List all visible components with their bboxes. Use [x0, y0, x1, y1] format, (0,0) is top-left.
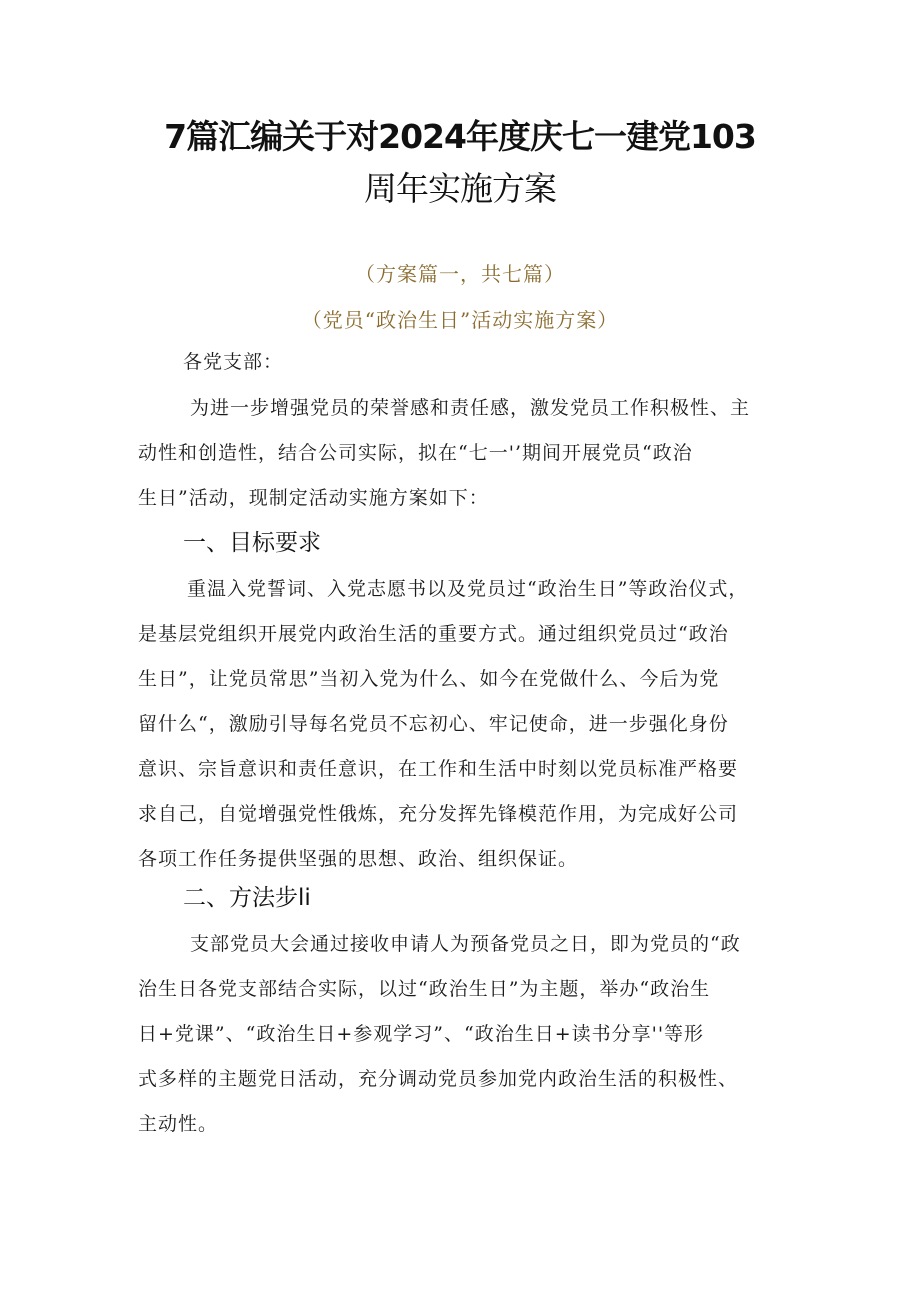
section-heading-goals: 一、目标要求 — [183, 530, 321, 556]
intro-line: 生日”活动，现制定活动实施方案如下： — [138, 487, 489, 509]
paragraph-line: 日+党课”、“政治生日+参观学习”、“政治生日+读书分享''等形 — [138, 1023, 705, 1045]
paragraph-line: 治生日各党支部结合实际，以过“政治生日”为主题，举办“政治生 — [138, 978, 711, 1000]
paragraph-line: 留什么“，激励引导每名党员不忘初心、牢记使命，进一步强化身份 — [138, 713, 729, 735]
paragraph-line: 生日”，让党员常思”当初入党为什么、如今在党做什么、今后为党 — [138, 668, 720, 690]
series-subtitle: （方案篇一，共七篇） — [355, 262, 565, 286]
plan-subtitle: （党员“政治生日”活动实施方案） — [301, 308, 619, 332]
intro-line: 为进一步增强党员的荣誉感和责任感，激发党员工作积极性、主 — [190, 397, 751, 419]
paragraph-line: 求自己，自觉增强党性俄炼，充分发挥先锋模范作用，为完成好公司 — [138, 803, 739, 825]
intro-line: 动性和创造性，结合公司实际，拟在“七一'’期间开展党员“政治 — [138, 442, 693, 464]
paragraph-line: 意识、宗旨意识和责任意识，在工作和生活中时刻以党员标准严格要 — [138, 758, 739, 780]
paragraph-line: 主动性。 — [138, 1113, 219, 1135]
salutation: 各党支部： — [183, 351, 284, 373]
paragraph-line: 式多样的主题党日活动，充分调动党员参加党内政治生活的积极性、 — [138, 1068, 739, 1090]
paragraph-line: 各项工作任务提供坚强的思想、政治、组织保证。 — [138, 848, 579, 870]
paragraph-line: 重温入党誓词、入党志愿书以及党员过“政治生日”等政治仪式， — [187, 578, 749, 600]
paragraph-line: 是基层党组织开展党内政治生活的重要方式。通过组织党员过“政治 — [138, 623, 729, 645]
section-heading-methods: 二、方法步li — [183, 885, 311, 911]
document-title-line-1: 7篇汇编关于对2024年度庆七一建党103 — [164, 117, 756, 156]
paragraph-line: 支部党员大会通过接收申请人为预备党员之日，即为党员的“政 — [190, 933, 741, 955]
document-title-line-2: 周年实施方案 — [364, 169, 556, 208]
